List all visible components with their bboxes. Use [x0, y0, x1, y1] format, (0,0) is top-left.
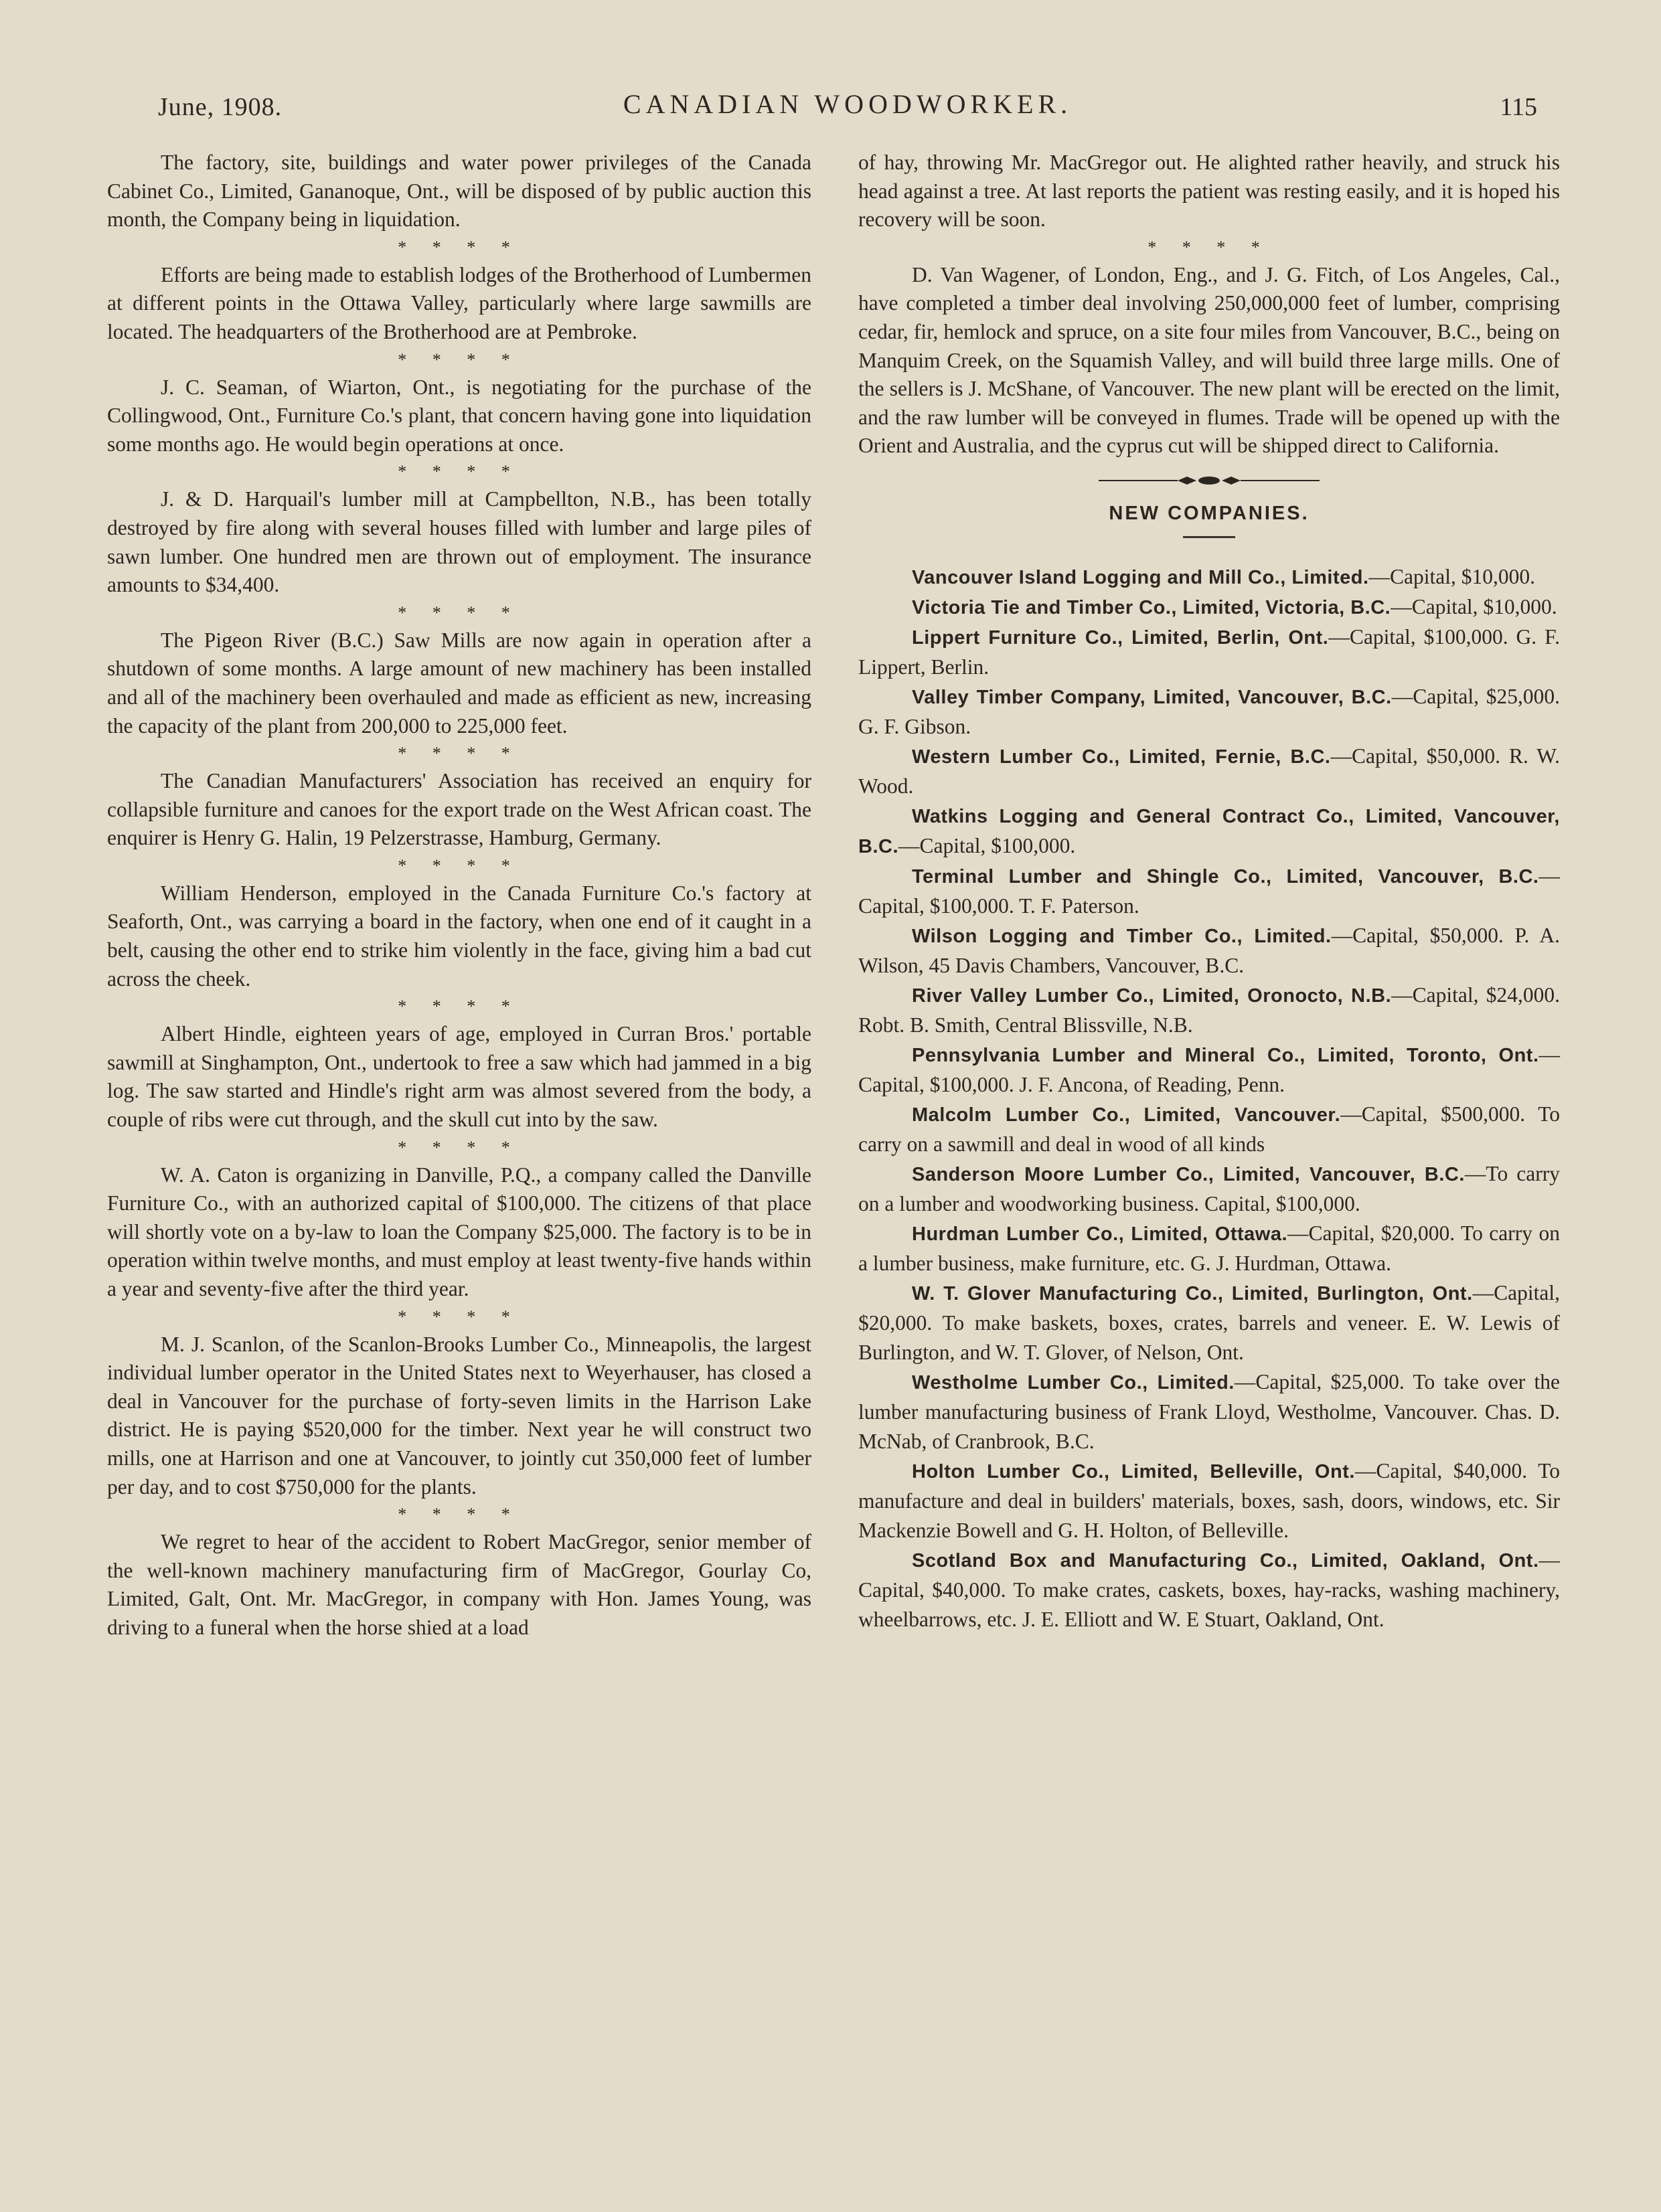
ornament-rule-icon: [1099, 475, 1320, 486]
company-entry: [858, 742, 1560, 801]
company-details: —Capital, $20,000. To carry on a lumber business, make furniture, etc. G. J. Hurdman, Ottawa.: [858, 1221, 1560, 1275]
item-separator: * * * *: [398, 855, 521, 875]
company-details: —To carry on a lumber and woodworking business. Capital, $100,000.: [858, 1161, 1560, 1215]
company-entry: [858, 1100, 1560, 1159]
company-details: —Capital, $500,000. To carry on a sawmill and deal in wood of all kinds: [858, 1102, 1561, 1156]
item-separator: * * * *: [398, 349, 521, 369]
company-entry: [858, 981, 1560, 1040]
company-details: —Capital, $100,000.: [898, 833, 1076, 857]
company-entry: [858, 801, 1560, 861]
news-paragraph: M. J. Scanlon, of the Scanlon-Brooks Lumber Co., Minneapolis, the largest individual lumber operator in the United States next to Weyerhauser, has closed a deal in Vancouver for the purchase of forty-seven limits in the Harrison Lake district. He is paying $520,000 for the timber. Next year he will construct two mills, one at Harrison and one at Vancouver, to jointly cut 350,000 feet of lumber per day, and to cost $750,000 for the plants.: [107, 1332, 811, 1499]
company-name: Sanderson Moore Lumber Co., Limited, Vancouver, B.C.: [912, 1163, 1465, 1185]
company-details: —Capital, $40,000. To make crates, caskets, boxes, hay-racks, washing machinery, wheelbarrows, etc. J. E. Elliott and W. E Stuart, Oakland, Ont.: [858, 1547, 1560, 1631]
item-separator: * * * *: [398, 997, 521, 1017]
company-name: River Valley Lumber Co., Limited, Oronocto, N.B.: [912, 985, 1392, 1007]
company-entry: [858, 1456, 1560, 1545]
item-separator: * * * *: [398, 1306, 521, 1327]
item-separator: * * * *: [1148, 237, 1271, 257]
company-name: Scotland Box and Manufacturing Co., Limited, Oakland, Ont.: [912, 1549, 1539, 1571]
news-paragraph: William Henderson, employed in the Canada Furniture Co.'s factory at Seaforth, Ont., was carrying a board in the factory, when one end of it caught in a belt, causing the other end to strike him violently in the face, giving him a bad cut across the cheek.: [107, 881, 811, 991]
company-name: Western Lumber Co., Limited, Fernie, B.C.: [912, 746, 1331, 768]
company-name: Wilson Logging and Timber Co., Limited.: [912, 925, 1332, 947]
company-name: Lippert Furniture Co., Limited, Berlin, Ont.: [912, 626, 1329, 649]
section-heading: NEW COMPANIES.: [1109, 502, 1310, 524]
company-entry: [858, 1219, 1560, 1278]
item-separator: * * * *: [398, 744, 521, 764]
company-details: —Capital, $50,000. R. W. Wood.: [858, 744, 1561, 798]
company-entry: [858, 921, 1560, 981]
news-paragraph: D. Van Wagener, of London, Eng., and J. G. Fitch, of Los Angeles, Cal., have completed a timber deal involving 250,000,000 feet of lumber, comprising cedar, fir, hemlock and spruce, on a site four miles from Vancouver, B.C., being on Manquim Creek, on the Squamish Valley, and will build three large mills. One of the sellers is J. McShane, of Vancouver. The new plant will be erected on the limit, and the raw lumber will be conveyed in flumes. Trade will be opened up with the Orient and Australia, and the cyprus cut will be shipped direct to California.: [858, 262, 1560, 458]
news-paragraph: We regret to hear of the accident to Robert MacGregor, senior member of the well-known machinery manufacturing firm of MacGregor, Gourlay Co, Limited, Galt, Ont. Mr. MacGregor, in company with Hon. James Young, was driving to a funeral when the horse shied at a load: [107, 1530, 811, 1639]
company-name: Terminal Lumber and Shingle Co., Limited, Vancouver, B.C.: [912, 865, 1539, 887]
heading-underline: [1183, 536, 1235, 538]
company-entry: [858, 562, 1560, 592]
company-name: Malcolm Lumber Co., Limited, Vancouver.: [912, 1104, 1341, 1126]
company-name: Valley Timber Company, Limited, Vancouver, B.C.: [912, 686, 1392, 708]
issue-date: June, 1908.: [158, 93, 283, 121]
company-details: —Capital, $100,000. J. F. Ancona, of Reading, Penn.: [858, 1042, 1560, 1096]
company-details: —Capital, $100,000. T. F. Paterson.: [858, 863, 1560, 918]
publication-title: CANADIAN WOODWORKER.: [623, 89, 1073, 119]
news-paragraph: The Canadian Manufacturers' Association has received an enquiry for collapsible furniture and canoes for the export trade on the West African coast. The enquirer is Henry G. Halin, 19 Pelzerstrasse, Hamburg, Germany.: [107, 769, 811, 850]
company-details: —Capital, $10,000.: [1391, 594, 1557, 618]
item-separator: * * * *: [398, 462, 521, 482]
continued-paragraph: of hay, throwing Mr. MacGregor out. He alighted rather heavily, and struck his head against a tree. At last reports the patient was resting easily, and it is hoped his recovery will be soon.: [858, 151, 1560, 232]
company-details: —Capital, $50,000. P. A. Wilson, 45 Davis Chambers, Vancouver, B.C.: [858, 923, 1560, 977]
item-separator: * * * *: [398, 602, 521, 622]
left-column: [107, 149, 811, 1642]
item-separator: * * * *: [398, 1505, 521, 1525]
company-details: —Capital, $10,000.: [1368, 564, 1535, 588]
company-entry: [858, 622, 1560, 682]
company-details: —Capital, $25,000. To take over the lumber manufacturing business of Frank Lloyd, Westholme, Vancouver. Chas. D. McNab, of Cranbrook, B.C.: [858, 1369, 1560, 1453]
news-paragraph: Efforts are being made to establish lodges of the Brotherhood of Lumbermen at different points in the Ottawa Valley, particularly where large sawmills are located. The headquarters of the Brotherhood are at Pembroke.: [107, 262, 811, 343]
company-name: Westholme Lumber Co., Limited.: [912, 1371, 1235, 1393]
item-separator: * * * *: [398, 237, 521, 257]
company-details: —Capital, $20,000. To make baskets, boxes, crates, barrels and veneer. E. W. Lewis of Burlington, and W. T. Glover, of Nelson, Ont.: [858, 1280, 1560, 1364]
company-details: —Capital, $25,000. G. F. Gibson.: [858, 684, 1560, 738]
right-column: [858, 149, 1560, 1634]
page-number: 115: [1500, 93, 1537, 121]
company-entry: [858, 682, 1560, 742]
news-paragraph: W. A. Caton is organizing in Danville, P.Q., a company called the Danville Furniture Co., with an authorized capital of $100,000. The citizens of that place will shortly vote on a by-law to loan the Company $25,000. The factory is to be in operation within twelve months, and must employ at least twenty-five hands within a year and seventy-five after the third year.: [107, 1163, 811, 1300]
company-entry: [858, 1040, 1560, 1100]
company-details: —Capital, $100,000. G. F. Lippert, Berlin.: [858, 624, 1560, 679]
company-name: Watkins Logging and General Contract Co., Limited, Vancouver, B.C.: [858, 805, 1560, 857]
company-entry: [858, 1367, 1560, 1456]
company-name: Victoria Tie and Timber Co., Limited, Victoria, B.C.: [912, 596, 1391, 618]
item-separator: * * * *: [398, 1137, 521, 1157]
news-paragraph: The Pigeon River (B.C.) Saw Mills are now again in operation after a shutdown of some months. A large amount of new machinery has been installed and all of the machinery been overhauled and made as efficient as new, increasing the capacity of the plant from 200,000 to 225,000 feet.: [107, 628, 811, 738]
company-name: Holton Lumber Co., Limited, Belleville, Ont.: [912, 1460, 1355, 1482]
news-paragraph: The factory, site, buildings and water power privileges of the Canada Cabinet Co., Limited, Gananoque, Ont., will be disposed of by public auction this month, the Company being in liquidation.: [107, 151, 811, 232]
company-name: W. T. Glover Manufacturing Co., Limited, Burlington, Ont.: [912, 1282, 1473, 1304]
company-details: —Capital, $40,000. To manufacture and deal in builders' materials, boxes, sash, doors, windows, etc. Sir Mackenzie Bowell and G. H. Holton, of Belleville.: [858, 1458, 1560, 1542]
news-paragraph: J. & D. Harquail's lumber mill at Campbellton, N.B., has been totally destroyed by fire along with several houses filled with lumber and large piles of sawn lumber. One hundred men are thrown out of employment. The insurance amounts to $34,400.: [107, 487, 811, 597]
company-name: Hurdman Lumber Co., Limited, Ottawa.: [912, 1223, 1288, 1245]
company-entry: [858, 1545, 1560, 1634]
company-name: Vancouver Island Logging and Mill Co., Limited.: [912, 566, 1369, 588]
page-header: [158, 88, 1537, 129]
company-entry: [858, 861, 1560, 921]
company-entry: [858, 1278, 1560, 1367]
companies-list: [858, 562, 1560, 1634]
news-paragraph: Albert Hindle, eighteen years of age, employed in Curran Bros.' portable sawmill at Singhampton, Ont., undertook to free a saw which had jammed in a big log. The saw started and Hindle's right arm was almost severed from the body, a couple of ribs were cut through, and the skull cut into by the saw.: [107, 1022, 811, 1132]
company-details: —Capital, $24,000. Robt. B. Smith, Central Blissville, N.B.: [858, 983, 1560, 1037]
company-entry: [858, 1159, 1560, 1219]
company-entry: [858, 592, 1560, 622]
company-name: Pennsylvania Lumber and Mineral Co., Limited, Toronto, Ont.: [912, 1044, 1539, 1066]
news-paragraph: J. C. Seaman, of Wiarton, Ont., is negotiating for the purchase of the Collingwood, Ont., Furniture Co.'s plant, that concern having gone into liquidation some months ago. He would begin operations at once.: [107, 375, 811, 456]
